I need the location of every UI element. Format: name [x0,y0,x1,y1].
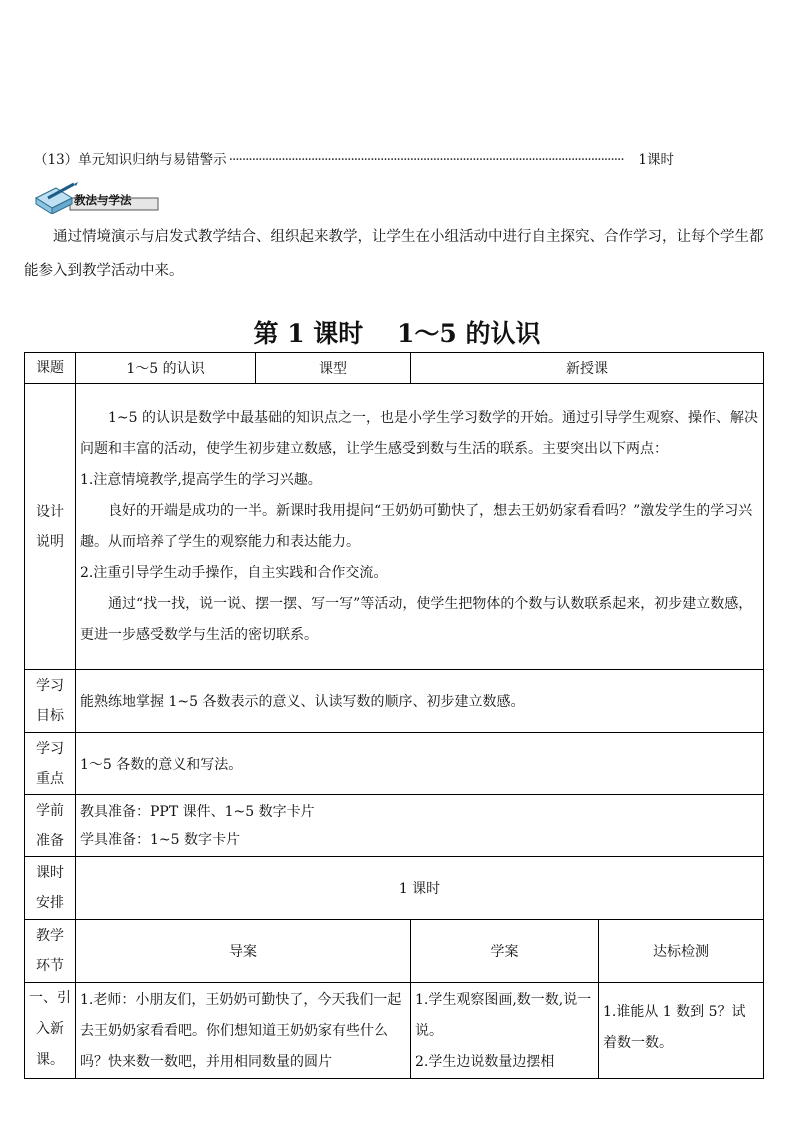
study-header: 学案 [411,920,599,983]
prep-content [76,795,764,857]
prep-row [25,795,764,857]
time-label: 课时安排 [25,857,76,920]
key-label: 学习重点 [25,733,76,795]
time-value: 1 课时 [76,857,764,920]
type-value: 新授课 [411,353,764,384]
toc-leader-dots: ························································································································ [228,152,624,168]
method-heading: 教法与学法 [74,193,132,207]
design-label: 设计说明 [25,384,76,670]
intro-study-1: 1.学生观察图画,数一数,说一说。 [415,992,592,1039]
lesson-plan-table [24,352,764,1079]
goal-label: 学习目标 [25,670,76,733]
method-text: 通过情境演示与启发式教学结合、组织起来教学，让学生在小组活动中进行自主探究、合作学习，让每个学生都能参入到教学活动中来。 [24,229,764,279]
method-section-badge [30,180,160,214]
design-content [76,384,764,670]
design-para-2: 1.注意情境教学,提高学生的学习兴趣。 [80,471,322,488]
design-para-3: 良好的开端是成功的一半。新课时我用提问“王奶奶可勤快了，想去王奶奶家看看吗？”激发学生的学习兴趣。从而培养了学生的观察能力和表达能力。 [80,502,753,550]
toc-line [34,148,674,168]
time-row [25,857,764,920]
lesson-title: 第 1 课时 1～5 的认识 [253,319,541,348]
topic-value: 1～5 的认识 [76,353,256,384]
intro-check: 1.谁能从 1 数到 5？试着数一数。 [599,983,764,1079]
check-header: 达标检测 [599,920,764,983]
intro-row [25,983,764,1079]
prep-label: 学前准备 [25,795,76,857]
toc-hours: 1课时 [638,152,674,168]
intro-label: 一、引入新课。 [25,983,76,1079]
intro-study [411,983,599,1079]
key-row [25,733,764,795]
intro-study-2: 2.学生边说数量边摆相 [415,1054,555,1070]
goal-value: 能熟练地掌握 1~5 各数表示的意义、认读写数的顺序、初步建立数感。 [76,670,764,733]
type-label: 课型 [256,353,411,384]
guide-header: 导案 [76,920,411,983]
toc-label: （13）单元知识归纳与易错警示 [34,152,227,168]
stage-header-row [25,920,764,983]
key-value: 1～5 各数的意义和写法。 [76,733,764,795]
prep-teacher: 教具准备：PPT 课件、1~5 数字卡片 [80,803,315,820]
stage-label: 教学环节 [25,920,76,983]
topic-row [25,353,764,384]
design-para-1: 1~5 的认识是数学中最基础的知识点之一，也是小学生学习数学的开始。通过引导学生观察、操作、解决问题和丰富的活动，使学生初步建立数感，让学生感受到数与生活的联系。主要突出以下两点： [80,409,758,457]
design-para-5: 通过“找一找，说一说、摆一摆、写一写”等活动，使学生把物体的个数与认数联系起来，初步建立数感，更进一步感受数学与生活的密切联系。 [80,595,753,643]
prep-student: 学具准备：1~5 数字卡片 [80,831,240,848]
design-para-4: 2.注重引导学生动手操作，自主实践和合作交流。 [80,564,388,581]
topic-label: 课题 [25,353,76,384]
design-row [25,384,764,670]
goal-row [25,670,764,733]
intro-guide: 1.老师：小朋友们，王奶奶可勤快了，今天我们一起去王奶奶家看看吧。你们想知道王奶奶家有些什么吗？快来数一数吧，并用相同数量的圆片 [76,983,411,1079]
